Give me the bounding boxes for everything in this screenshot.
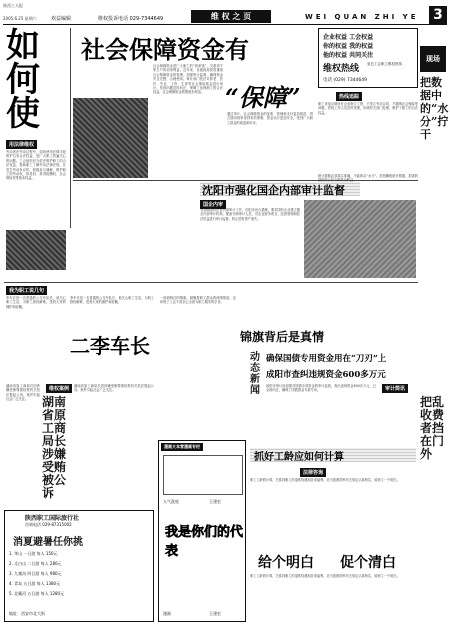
bottom-right-text: 职工工龄的计算，关系到职工的退休待遇和各项福利，应当按照国家有关规定认真核实，给职工一个明白。 [250, 478, 400, 482]
bottom-right-big-2: 促个清白 [340, 555, 396, 571]
right-mid-text: 咸阳市审计局加强对国债专项资金的审计监督，查出违规资金600多万元，已全部纠正，确保了国债资金专款专用。 [266, 384, 376, 393]
mid-left-text-2: 李车长是一名普通的公交车队长，他关心职工生活，为职工排忧解难，受到大家的拥护和爱戴。 [70, 296, 154, 305]
slogan-1: 企业权益 工会权益 [323, 34, 374, 41]
mid-right-headline: 锦旗背后是真情 [240, 330, 325, 344]
travel-address: 地址：西安市北大街 [9, 611, 45, 616]
right-mid-tag: 审计简讯 [382, 384, 408, 393]
right-mid-headline-1: 确保国债专用资金用在“刀刃”上 [266, 354, 387, 364]
left-tag: 用法律维权 [6, 140, 37, 149]
main-photo [73, 98, 148, 178]
slogan-3: 他的权益 共同关注 [323, 52, 374, 59]
bottom-right-big-1: 给个明白 [258, 555, 314, 571]
paper-name: 陕西工人报 [3, 3, 23, 8]
cartoon-caption-4: 王建宏 [209, 611, 221, 616]
main-headline: 社会保障资金有 [81, 35, 249, 64]
bottom-right-text-2: 职工工龄的计算，关系到职工的退休待遇和各项福利，应当按照国家有关规定认真核实，给职工一个明白。 [250, 574, 400, 578]
mid-left-text: 李车长是一名普通的公交车队长，他关心职工生活，为职工排忧解难，受到大家的拥护和爱戴。 [6, 296, 66, 309]
vertical-headline-3: 使 [6, 94, 40, 134]
mid-left-headline: 二李车长 [70, 334, 150, 358]
page-number: 3 [429, 6, 447, 24]
data-water-text: 统计数据必须真实准确，不能掺杂“水分”。虚报瞒报统计数据，损害的 [318, 174, 418, 178]
hunan-text-2: 湖南省原工商局长因涉嫌受贿罪被检察机关依法提起公诉，案件引起社会广泛关注。 [6, 384, 40, 402]
vertical-headline-2: 何 [6, 60, 40, 100]
mid-right-text: 一面面鲜红的锦旗，凝聚着职工群众的深情厚谊，也体现了工会干部全心全意为职工服务的宗旨。 [160, 296, 236, 305]
dynamic-news-vertical: 动态新闻 [250, 352, 260, 396]
page-header [3, 3, 447, 25]
bottom-right-tag: 法律咨询 [300, 468, 326, 477]
data-water-feature [420, 76, 448, 226]
hotline-article: 职工来电反映所在企业拖欠工资、不签订劳动合同、不缴纳社会保险等问题，热线工作人员及时受理，协调有关部门处理，维护了职工的合法权益。 [318, 102, 418, 115]
travel-title: 消夏避暑任你挑 [13, 537, 83, 548]
left-text: 劳动者在劳动过程中，如何使用法律手段维护自身合法权益，是广大职工普遍关心的问题。工会组织应当依法维护职工的合法权益，帮助职工了解劳动法律法规，在发生劳动争议时，积极参与调解，维护职工的劳动权、休息权、获得报酬权、社会保险权等基本权益。 [6, 150, 66, 181]
worker-photo [6, 230, 66, 270]
cartoon-tag: 漫画大本营漫画专栏 [161, 443, 203, 451]
slogan-2: 你的权益 我的权益 [323, 43, 374, 50]
stamp-badge: 现场 [420, 46, 446, 72]
travel-line: 5. 北戴河 五日游 每人 1280元 [9, 591, 65, 596]
travel-ad [4, 510, 154, 622]
rule [70, 28, 71, 228]
hunan-tag: 维权案例 [46, 384, 72, 393]
hotline-phone-number: 电话 (029) 7344649 [323, 78, 368, 83]
travel-company: 陕西职工国际旅行社 [25, 515, 80, 522]
audit-photo [304, 200, 416, 278]
cartoon-box [158, 440, 246, 622]
hotline-desc: 省总工会职工维权热线 [367, 62, 402, 66]
cartoon-caption-1: 人气洗底 [163, 499, 179, 504]
data-water-title: 把数据中的“水分”拧干 [420, 76, 449, 141]
audit-headline: 沈阳市强化国企内部审计监督 [202, 184, 345, 197]
travel-line: 1. 华山 一日游 每人 150元 [9, 551, 58, 556]
rule [73, 180, 418, 181]
phone-label: 维权投诉电话 [98, 16, 129, 22]
main-body-2: 通过审计，社会保障资金的征收、管理和支付更加规范，挤占挪用现象得到有效遏制，资金运行更加安全，受到广大职工群众的欢迎和好评。 [227, 112, 313, 125]
issue-date: 2005.6.25 星期六 [3, 16, 37, 21]
travel-line: 4. 青岛 五日游 每人 1380元 [9, 581, 61, 586]
main-story [73, 28, 313, 178]
hotline-tag: 热线追踪 [336, 92, 362, 101]
right-mid-vertical-headline: 把乱收费者挡在门外 [420, 395, 445, 461]
audit-tag: 国企内审 [200, 200, 226, 209]
rule [4, 282, 418, 283]
section-title: 维 权 之 页 [191, 10, 271, 23]
hotline-phone [98, 15, 163, 22]
left-feature [4, 28, 68, 228]
main-body-1: 社会保障资金是广大职工的“养命钱”，关系到千家万户的切身利益。近年来，各级政府高度重视社会保障资金的管理，加强审计监督，确保资金安全完整、合理使用。审计部门依法对养老、医疗、失业、工伤、生育等社会保险基金进行审计，发现问题及时纠正，保障了参保职工的合法权益，社会保障资金管理逐步规范。 [153, 64, 223, 95]
mid-tag: 我为职工说几句 [6, 286, 47, 295]
hunan-vertical-headline: 湖南省原工商局长涉嫌受贿被公诉 [42, 395, 67, 500]
vertical-headline-1: 如 [6, 26, 40, 66]
travel-phone: 咨询电话 029-87315002 [25, 522, 72, 527]
editor-label: 欢益编辑 [51, 16, 72, 22]
hotline-box [318, 28, 418, 88]
audit-text: 为加强国有企业内部审计工作，沈阳市出台措施，要求国有企业建立健全内部审计机构，配备专职审计人员，对企业财务收支、经营管理和经济效益进行审计监督，防止国有资产流失。 [200, 208, 300, 221]
cartoon-image-1 [163, 455, 243, 495]
phone-number: 029-7344649 [129, 16, 164, 22]
hunan-text: 湖南省原工商局长因涉嫌受贿罪被检察机关依法提起公诉，案件引起社会广泛关注。 [74, 384, 154, 393]
travel-line: 3. 九寨沟 四日游 每人 980元 [9, 571, 62, 576]
right-mid-headline-2: 成阳市查纠违规资金600多万元 [266, 370, 386, 380]
main-subheadline: “保障” [225, 83, 301, 112]
cartoon-caption-2: 王建宏 [209, 499, 221, 504]
bottom-right-headline: 抓好工龄应如何计算 [254, 452, 344, 463]
hotline-title: 维权热线 [323, 64, 360, 74]
cartoon-caption-3: 漫画 [163, 611, 171, 616]
cartoon-vertical: 我是你们的代表 [165, 525, 244, 559]
section-pinyin: WEI QUAN ZHI YE [305, 13, 419, 21]
travel-line: 2. 太白山 二日游 每人 280元 [9, 561, 62, 566]
